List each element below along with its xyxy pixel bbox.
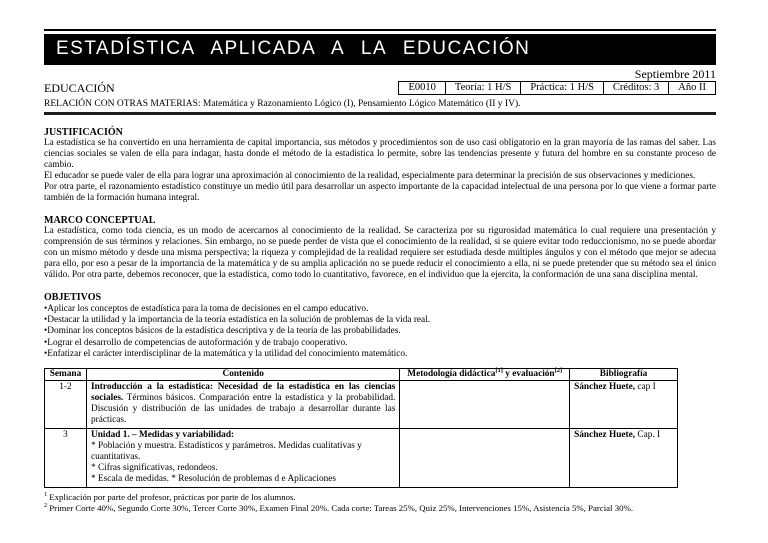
header-divider-rule (44, 112, 716, 115)
footnotes (44, 492, 716, 514)
schedule-table (44, 368, 678, 488)
conceptual-framework-paragraph: La estadística, como toda ciencia, es un modo de acercarnos al conocimiento de la realidad. Se caracteriza por su rigurosidad matemática lo cual requiere una presentación y comprensión de sus términos y relaciones. Sin embargo, no se puede perder de vista que el conocimiento de la realidad, si se quiere evitar todo reduccionismo, no se puede abordar con un mismo método y desde una misma perspectiva; la riqueza y complejidad de la realidad requiere ser estudiada desde múltiples ángulos y con el método que mejor se adecua para ello, por eso a pesar de la importancia de la matemática y de su amplia aplicación no se puede reducir el conocimiento a ella, ni se puede pretender que su método sea el único válido. Por otra parte, debemos reconocer, que la estadística, como todo lo cuantitativo, favorece, en el individuo que la ejercita, la conformación de una sana disciplina mental. (44, 226, 716, 280)
footnote-1-marker: 1 (44, 491, 48, 499)
justification-paragraph: Por otra parte, el razonamiento estadístico constituye un medio útil para desarrollar un aspecto importante de la capacidad intelectual de una persona por lo que viene a formar parte también de la formación humana integral. (44, 182, 716, 203)
methodology-header-text: Metodología didáctica (407, 369, 496, 380)
footnote-1 (44, 492, 716, 503)
objectives-list (44, 304, 716, 360)
content-cell (86, 381, 399, 429)
evaluation-header-text: y evaluación (502, 369, 555, 380)
objective-item: • Enfatizar el carácter interdisciplinar de la matemática y la utilidad del conocimiento matemático. (44, 349, 716, 360)
bibliography-column-header: Bibliografía (570, 369, 678, 381)
objective-item: • Destacar la utilidad y la importancia de la teoría estadística en la solución de problemas de la vida real. (44, 315, 716, 326)
content-lead-bold: Introducción a la estadística: Necesidad de la estadística en las ciencias sociales. (90, 382, 396, 404)
unit-topic: * Población y muestra. Estadísticos y parámetros. Medidas cualitativas y cuantitativas. (90, 441, 362, 463)
content-lead-rest: Términos básicos. Comparación entre la estadística y la probabilidad. Discusión y distribución de las unidades de trabajo a desarrollar durante las prácticas. (90, 393, 396, 426)
course-info-table-row (399, 82, 716, 95)
course-title: ESTADÍSTICA APLICADA A LA EDUCACIÓN (56, 38, 531, 59)
theory-hours-cell: Teoría: 1 H/S (445, 82, 520, 95)
top-rule (44, 29, 716, 31)
content-column-header: Contenido (86, 369, 399, 381)
schedule-header-row (45, 369, 678, 381)
bibliography-cell (570, 381, 678, 429)
footnote-ref-1: [1] (495, 366, 503, 374)
objectives-heading: OBJETIVOS (44, 292, 102, 303)
bibliography-cell (570, 429, 678, 488)
week-cell: 3 (45, 429, 87, 488)
objective-item: • Lograr el desarrollo de competencias de autoformación y de trabajo cooperativo. (44, 338, 716, 349)
conceptual-framework-heading: MARCO CONCEPTUAL (44, 215, 156, 226)
year-cell: Año II (669, 82, 716, 95)
objective-item: • Dominar los conceptos básicos de la estadística descriptiva y de la teoría de las probabilidades. (44, 326, 716, 337)
methodology-cell (400, 381, 570, 429)
related-subjects-line: RELACIÓN CON OTRAS MATERIAS: Matemática y Razonamiento Lógico (I), Pensamiento Lógico Matemático (II y IV). (44, 99, 521, 109)
footnote-2-text: Primer Corte 40%, Segundo Corte 30%, Tercer Corte 30%, Examen Final 20%. Cada corte: Tareas 25%, Quiz 25%, Intervenciones 15%, Asistencia 5%, Parcial 30%. (49, 503, 634, 514)
course-title-banner (44, 34, 716, 65)
issue-date: Septiembre 2011 (634, 67, 716, 81)
unit-title (91, 430, 395, 441)
unit-topic: * Escala de medidas. * Resolución de problemas d e Aplicaciones (90, 474, 336, 485)
bibliography-author: Sánchez Huete, (574, 430, 636, 441)
schedule-row (45, 381, 678, 429)
methodology-cell (400, 429, 570, 488)
schedule-row (45, 429, 678, 488)
footnote-2-marker: 2 (44, 502, 48, 510)
course-info-table (398, 81, 716, 95)
practice-hours-cell: Práctica: 1 H/S (521, 82, 604, 95)
footnote-1-text: Explicación por parte del profesor, prácticas por parte de los alumnos. (49, 492, 296, 503)
credits-cell: Créditos: 3 (603, 82, 668, 95)
unit-title-bold: Unidad 1. – Medidas y variabilidad: (90, 430, 235, 441)
week-column-header: Semana (45, 369, 87, 381)
justification-paragraph: El educador se puede valer de ella para lograr una aproximación al conocimiento de la realidad, especialmente para determinar la precisión de sus observaciones y mediciones. (44, 171, 696, 181)
methodology-column-header (400, 366, 570, 381)
unit-topic: * Cifras significativas, redondeos. (90, 463, 218, 474)
course-info-row (44, 81, 716, 96)
document-content (44, 0, 716, 514)
content-text (91, 382, 395, 426)
week-cell: 1-2 (45, 381, 87, 429)
bibliography-author: Sánchez Huete, (574, 382, 636, 393)
footnote-ref-2: [2] (554, 366, 563, 374)
program-name: EDUCACIÓN (44, 81, 115, 95)
bibliography-chapter: Cap. I (635, 430, 661, 441)
course-code-cell: E0010 (399, 82, 445, 95)
content-cell (86, 429, 399, 488)
bibliography-chapter: cap I (635, 382, 656, 393)
justification-paragraph: La estadística se ha convertido en una herramienta de capital importancia, sus métodos y procedimientos son de uso casi obligatorio en la gran mayoría de las ramas del saber. Las ciencias sociales se valen de ella para indagar, hasta donde el método de la estadística lo permite, sobre las tendencias presente y futura del hombre en su constante proceso de cambio. (44, 138, 716, 170)
objective-item: • Aplicar los conceptos de estadística para la toma de decisiones en el campo educativo. (44, 304, 716, 315)
footnote-2 (44, 503, 716, 514)
justification-heading: JUSTIFICACIÓN (44, 127, 123, 138)
